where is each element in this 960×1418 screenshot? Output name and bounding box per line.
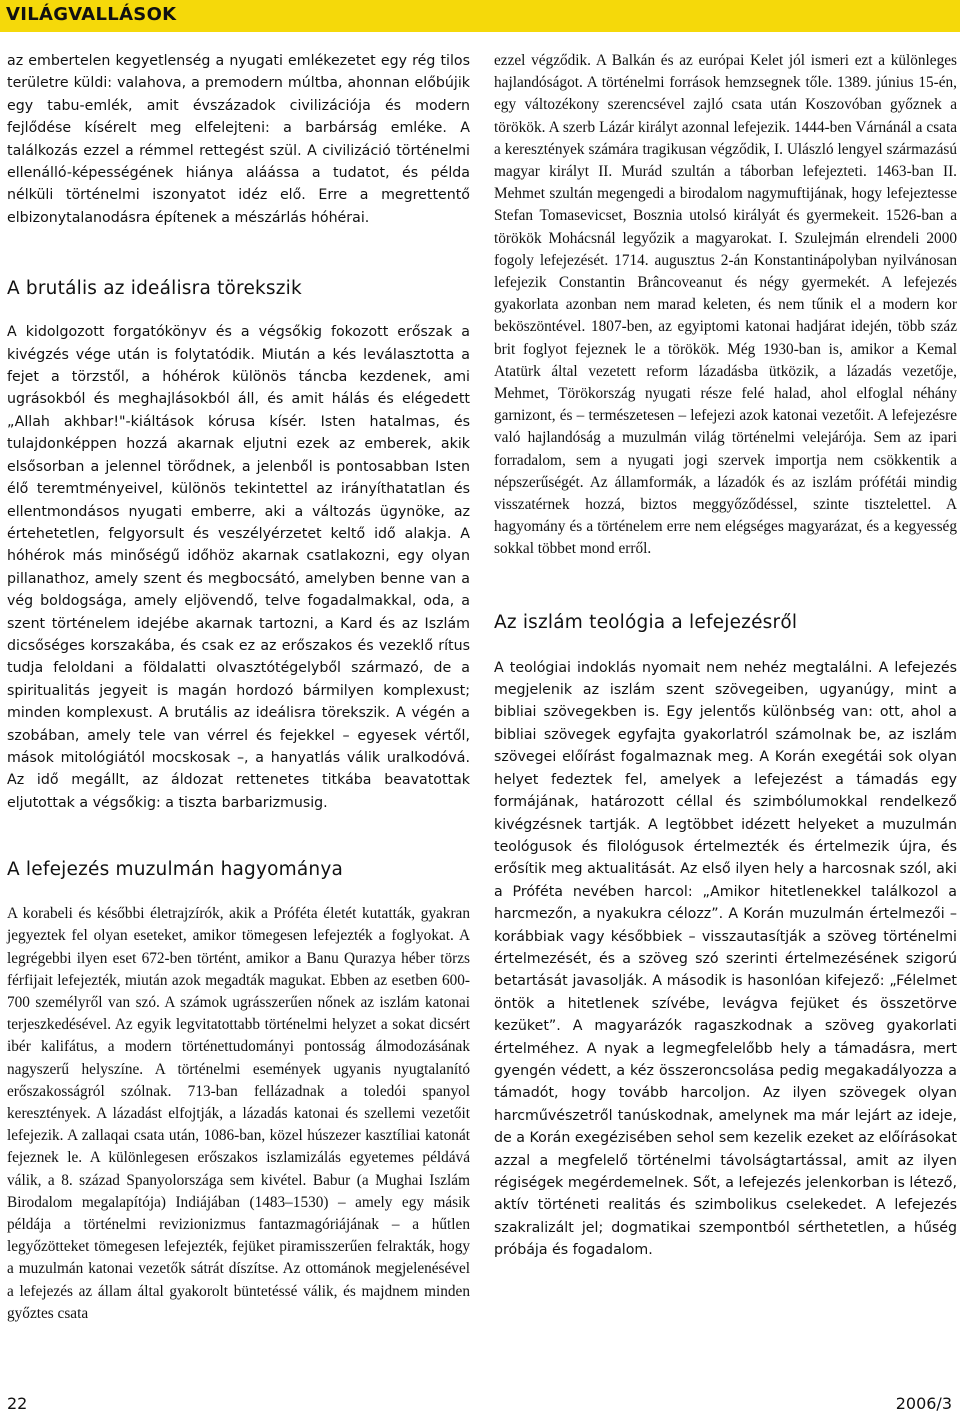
right-column	[494, 50, 957, 1262]
heading-brutalis: A brutális az ideálisra törekszik	[7, 278, 302, 300]
intro-paragraph: az embertelen kegyetlenség a nyugati emlékezetet egy rég tilos területre küldi: valahova, a premodern múltba, ahonnan előbújik egy tabu-emlék, amit évszázadok civilizációja és modern fejlődése kísérelt meg elfelejteni: a barbárság emléke. A találkozás ezzel a rémmel rettegést szül. A civilizáció történelmi ellenálló-képességének hiánya aláássa a tudatot, és példa nélküli történelmi iszonyatot idéz elő. Erre a megrettentő elbizonytalanodásra építenek a mészárlás hóhérai.	[7, 53, 470, 226]
page-number: 22	[7, 1394, 28, 1413]
continued-paragraph: ezzel végződik. A Balkán és az európai Kelet jól ismeri ezt a különleges hajlandóságot. A történelmi források hemzsegnek tőle. 1389. június 15-én, egy változékony szerencsével zajló csata után Koszovóban győznek a törökök. A szerb Lázár királyt azonnal lefejezik. 1444-ben Várnánál a csata a keresztények számára tragikusan végződik, I. Ulászló lengyel származású magyar királyt II. Murád szultán a táborban lefejezteti. 1463-ban II. Mehmet szultán megengedi a birodalom nagymuftijának, hogy lefejeztesse Stefan Tomasevicset, Bosznia utolsó királyát és gyermekeit. 1526-ban a törökök Mohácsnál legyőzik a magyarokat. I. Szulejmán elrendeli 2000 fogoly lefejezését. 1714. augusztus 2-án Konstantinápolyban nyilvánosan lefejezik Constantin Brâncoveanut és négy gyermekét. A lefejezés gyakorlata azonban nem marad keleten, és nem tűnik el a modern kor beköszöntével. 1807-ben, az egyiptomi katonai hadjárat idején, több száz brit foglyot fejeznek le a törökök. Még 1930-ban is, amikor a Kemal Atatürk által vezetett reform lázadásba ütközik, a lázadás vezetője, Mehmet, Törökország nyugati része felé halad, ahol elfoglal néhány garnizont, és – természetesen – lefejezi azok katonai vezetőit. A lefejezésre való hajlandóság a muzulmán világ történelmi velejárója. Sem az ipari forradalom, sem a nyugati jogi szervek importja nem csökkentik a népszerűségét. Az államformák, a lázadók és az iszlám prófétái mindig visszatérnek hozzá, biztos meggyőződéssel, szinte tisztelettel. A hagyomány és a történelem erre nem elégséges magyarázat, és a kegyesség sokkal többet mond erről.	[494, 52, 957, 558]
issue-number: 2006/3	[895, 1394, 952, 1413]
paragraph-muzulman-hagyomany: A korabeli és későbbi életrajzírók, akik a Próféta életét kutatták, gyakran jegyeztek fel olyan eseteket, amikor tömegesen lefejezték a foglyokat. A legrégebbi ilyen eset 672-ben történt, amikor a Banu Qurazya héber törzs férfijait lefejezték, miután azok megadták magukat. Ebben az esetben 600-700 személyről van szó. A számok ugrásszerűen nőnek az iszlám katonai terjeszkedésével. Az egyik legvitatottabb történelmi helyzet a sokat dicsért ibér kalifátus, a modern történettudományi pontosság álmodozásának nagyszerű helyszíne. A történelmi események ugyanis nyugtalanító erőszakosságról szólnak. 713-ban fellázadnak a toledói spanyol keresztények. A lázadást elfojtják, a lázadás katonai és szellemi vezetőit lefejezik. A zallaqai csata után, 1086-ban, közel húszezer kasztíliai katonát fejeznek le. A különlegesen erőszakos iszlamizálás egyetemes példává válik, a 8. század Spanyolországa sem kivétel. Babur (a Mughai Iszlám Birodalom megalapítója) Indiájában (1483–1530) – amely egy másik példája a történelmi revizionizmus fantazmagóriájának – a hűtlen legyőzötteket tömegesen lefejezték, fejüket piramisszerűen felrakták, hogy a muzulmán katonai vezetők sátrát díszítse. Az ottománok megjelenésével a lefejezés az állam által gyakorolt büntetéssé válik, és majdnem minden győztes csata	[7, 905, 470, 1322]
paragraph-iszlam-teologia: A teológiai indoklás nyomait nem nehéz megtalálni. A lefejezés megjelenik az iszlám szent szövegeiben, ugyanúgy, mint a bibliai szövegekben is. Egy jelentős különbség van: ott, ahol a bibliai szövegek egyfajta gyakorlatról számolnak be, az iszlám szövegei előírást fogalmaznak meg. A Korán exegétái sok olyan helyet fedeztek fel, amelyek a lefejezést a támadás egy formájának, határozott céllal és szimbólumokkal rendelkező kivégzésnek tartják. A legtöbbet idézett helyeket a muzulmán teológusok és filológusok értelmezték és értelmezik újra, és erősítik meg aktualitását. Az első ilyen hely a harcosnak szól, aki a Próféta nevében harcol: „Amikor hitetlenekkel találkozol a harcmezőn, a nyakukra célozz”. A Korán muzulmán értelmezői – korábbiak vagy későbbiek – visszautasítják a szöveg történelmi értelmezését, és a szöveg szó szerinti értelmezésének szigorú betartását javasolják. A második is hasonlóan kifejező: „Félelmet öntök a hitetlenek szívébe, levágva fejüket és összetörve kezüket”. A magyarázók ragaszkodnak a szöveg gyakorlati értelméhez. A nyak a legmegfelelőbb hely a támadásra, mert gyengén védett, a kéz összeroncsolása pedig megakadályozza a támadót, hogy tovább harcoljon. Az ilyen szövegek olyan harcművészetről tanúskodnak, amelynek ma már lejárt az ideje, de a Korán exegézisében sehol sem kezelik ezeket az előírásokat azzal a megfelelő történelmi távolságtartással, amit az ilyen régiségek megérdemelnek. Sőt, a lefejezés jelenkorban is létező, aktív történeti realitás és szimbolikus cselekedet. A lefejezés szakralizált jel; dogmatikai szempontból sérthetetlen, a hűség próbája és fogadalom.	[494, 659, 957, 1259]
heading-iszlam-teologia: Az iszlám teológia a lefejezésről	[494, 611, 798, 633]
heading-muzulman-hagyomany: A lefejezés muzulmán hagyománya	[7, 859, 344, 881]
section-title: VILÁGVALLÁSOK	[6, 4, 177, 25]
left-column	[7, 50, 470, 1325]
paragraph-brutalis: A kidolgozott forgatókönyv és a végsőkig fokozott erőszak a kivégzés vége után is folytatódik. Miután a kés leválasztotta a fejet a törzstől, a hóhérok különös táncba kezdenek, ami ugrásokból és meghajlásokból áll, és amit hálás és elégedett „Allah akhbar!"-kiáltások kórusa kísér. Isten hatalmas, és tulajdonképpen hozzá akarnak eljutni ezek az emberek, akik elsősorban a jelennel törődnek, a jelenből is pontosabban Isten élő teremtményeivel, különös tekintettel az irányíthatatlan és ellentmondásos nyugati emberre, aki a változás ügynöke, az értehetetlen, felgyorsult és veszélyérzetet keltő idő alakja. A hóhérok más minőségű időhöz akarnak csatlakozni, egy olyan pillanathoz, amely szent és megbocsátó, amelyben benne van a vég boldogsága, amely eljövendő, telve fogadalmakkal, oda, a szent történelem idejébe akarnak tartozni, a Kard és az Iszlám dicsőséges korszakába, és csak ez az erőszakos és vezeklő rítus tudja feloldani a földalatti olvasztótégelyből származó, de a spiritualitás jegyeit is magán hordozó bármilyen komplexust; minden komplexust. A brutális az ideálisra törekszik. A végén a szobában, amely tele van vérrel és fejekkel – egyesek vértől, mások mitológiától mocskosak –, a hanyatlás válik uralkodóvá. Az idő megállt, az áldozat rettenetes titkába beavatottak eljutottak a végsőkig: a tiszta barbarizmusig.	[7, 324, 470, 811]
